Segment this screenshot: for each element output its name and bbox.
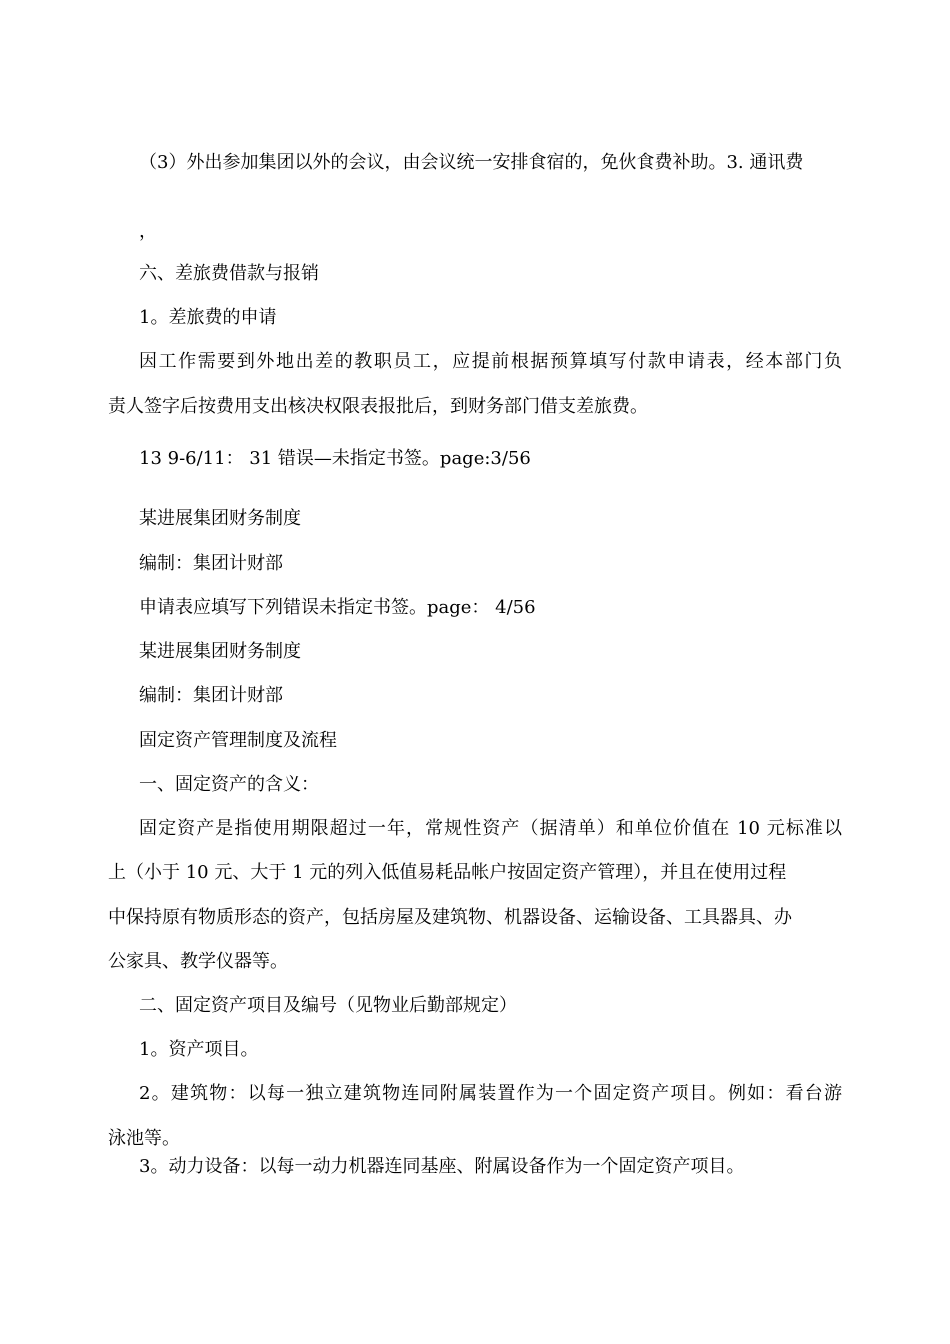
section-title-fixed-assets: 固定资产管理制度及流程 [139,730,337,751]
paragraph-definition-line-3: 中保持原有物质形态的资产，包括房屋及建筑物、机器设备、运输设备、工具器具、办 [108,907,792,928]
paragraph-travel-application-line-2: 责人签字后按费用支出核决权限表报批后，到财务部门借支差旅费。 [108,396,648,417]
heading-fixed-assets-definition: 一、固定资产的含义： [139,774,319,795]
item-buildings-line-1: 2。建筑物：以每一独立建筑物连同附属装置作为一个固定资产项目。例如：看台游 [139,1083,842,1104]
header-author: 编制：集团计财部 [139,553,283,574]
item-buildings-line-2: 泳池等。 [108,1128,180,1149]
heading-asset-items-numbering: 二、固定资产项目及编号（见物业后勤部规定） [139,995,517,1016]
paragraph-definition-line-1: 固定资产是指使用期限超过一年，常规性资产（据清单）和单位价值在 10 元标准以 [139,818,842,839]
paragraph-travel-application-line-1: 因工作需要到外地出差的教职员工，应提前根据预算填写付款申请表，经本部门负 [139,351,842,372]
item-asset-projects: 1。资产项目。 [139,1039,259,1060]
stray-comma: ， [139,221,157,242]
paragraph-definition-line-2: 上（小于 10 元、大于 1 元的列入低值易耗品帐户按固定资产管理），并且在使用过程 [108,862,787,883]
header-company-title: 某进展集团财务制度 [139,508,301,529]
header-author-2: 编制：集团计财部 [139,685,283,706]
header-company-title-2: 某进展集团财务制度 [139,641,301,662]
footer-page-4: 申请表应填写下列错误未指定书签。page： 4/56 [139,597,536,618]
item-power-equipment: 3。动力设备：以每一动力机器连同基座、附属设备作为一个固定资产项目。 [139,1156,745,1177]
paragraph-meeting-meals: （3）外出参加集团以外的会议，由会议统一安排食宿的，免伙食费补助。3. 通讯费 [139,152,804,173]
section-heading-travel-loans: 六、差旅费借款与报销 [139,263,319,284]
subheading-travel-application: 1。差旅费的申请 [139,307,277,328]
paragraph-definition-line-4: 公家具、教学仪器等。 [108,951,288,972]
footer-page-3: 13 9-6/11： 31 错误—未指定书签。page:3/56 [139,448,531,469]
